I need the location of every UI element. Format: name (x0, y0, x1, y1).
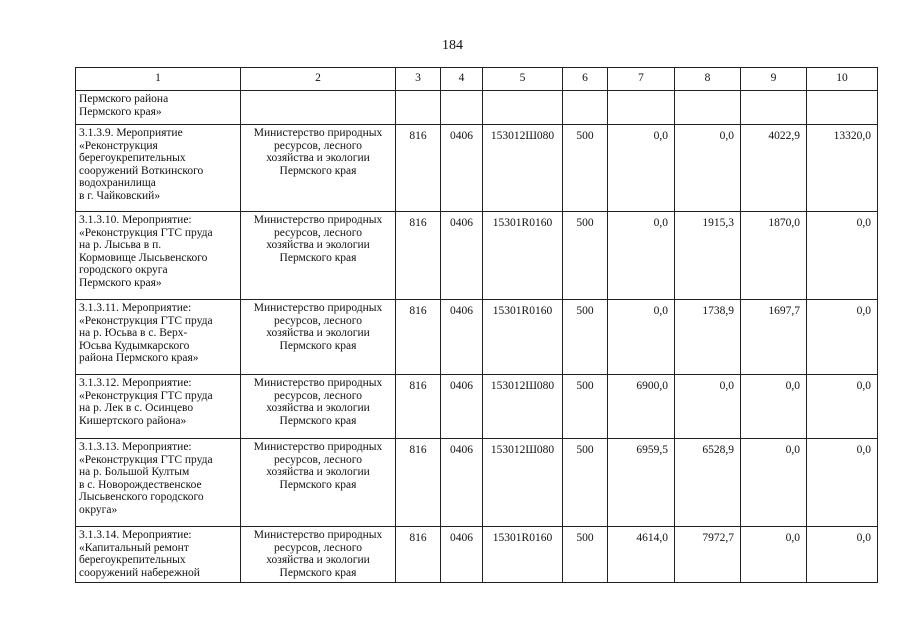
target-article-cell (483, 91, 563, 125)
amount-cell: 0,0 (608, 212, 675, 300)
amount-cell: 1738,9 (675, 300, 741, 375)
page-number: 184 (442, 38, 463, 53)
target-article-cell: 153012Ш080 (483, 439, 563, 527)
ministry-code-cell: 816 (396, 212, 441, 300)
organization-cell (241, 91, 396, 125)
measure-name-cell: 3.1.3.12. Мероприятие: «Реконструкция ГТС пруда на р. Лек в с. Осинцево Кишертского района» (76, 375, 241, 439)
organization-cell: Министерство природных ресурсов, лесного хозяйства и экологии Пермского края (241, 375, 396, 439)
measure-name-cell: 3.1.3.14. Мероприятие: «Капитальный ремонт берегоукрепительных сооружений набережной (76, 527, 241, 583)
header-row (76, 68, 878, 91)
expense-type-cell: 500 (563, 375, 608, 439)
table-row (76, 125, 878, 212)
column-header: 9 (741, 68, 807, 91)
budget-table (75, 67, 878, 583)
table-row (76, 375, 878, 439)
table-row (76, 212, 878, 300)
section-code-cell: 0406 (441, 300, 483, 375)
amount-cell: 13320,0 (807, 125, 878, 212)
amount-cell (675, 91, 741, 125)
amount-cell: 0,0 (608, 300, 675, 375)
measure-name-cell: 3.1.3.13. Мероприятие: «Реконструкция ГТС пруда на р. Большой Култым в с. Новорождественское Лысьвенского городского округа» (76, 439, 241, 527)
column-header: 8 (675, 68, 741, 91)
column-header: 7 (608, 68, 675, 91)
amount-cell: 0,0 (741, 527, 807, 583)
expense-type-cell: 500 (563, 212, 608, 300)
amount-cell: 0,0 (807, 300, 878, 375)
section-code-cell: 0406 (441, 439, 483, 527)
organization-cell: Министерство природных ресурсов, лесного хозяйства и экологии Пермского края (241, 125, 396, 212)
column-header: 2 (241, 68, 396, 91)
amount-cell: 7972,7 (675, 527, 741, 583)
column-header: 4 (441, 68, 483, 91)
table-row (76, 527, 878, 583)
amount-cell: 0,0 (741, 375, 807, 439)
amount-cell: 0,0 (675, 375, 741, 439)
target-article-cell: 153012Ш080 (483, 375, 563, 439)
expense-type-cell: 500 (563, 527, 608, 583)
column-header: 10 (807, 68, 878, 91)
amount-cell (608, 91, 675, 125)
measure-name-cell: 3.1.3.9. Мероприятие «Реконструкция берегоукрепительных сооружений Воткинского водохранилища в г. Чайковский» (76, 125, 241, 212)
ministry-code-cell: 816 (396, 439, 441, 527)
section-code-cell (441, 91, 483, 125)
expense-type-cell: 500 (563, 439, 608, 527)
ministry-code-cell: 816 (396, 527, 441, 583)
column-header: 3 (396, 68, 441, 91)
ministry-code-cell: 816 (396, 300, 441, 375)
expense-type-cell (563, 91, 608, 125)
amount-cell: 0,0 (608, 125, 675, 212)
amount-cell: 6900,0 (608, 375, 675, 439)
amount-cell: 4022,9 (741, 125, 807, 212)
section-code-cell: 0406 (441, 375, 483, 439)
measure-name-cell: 3.1.3.10. Мероприятие: «Реконструкция ГТС пруда на р. Лысьва в п. Кормовище Лысьвенского городского округа Пермского края» (76, 212, 241, 300)
table-row (76, 91, 878, 125)
amount-cell: 1915,3 (675, 212, 741, 300)
amount-cell: 0,0 (807, 212, 878, 300)
column-header: 5 (483, 68, 563, 91)
target-article-cell: 15301R0160 (483, 527, 563, 583)
amount-cell (741, 91, 807, 125)
target-article-cell: 15301R0160 (483, 212, 563, 300)
ministry-code-cell: 816 (396, 375, 441, 439)
amount-cell: 4614,0 (608, 527, 675, 583)
ministry-code-cell: 816 (396, 125, 441, 212)
organization-cell: Министерство природных ресурсов, лесного хозяйства и экологии Пермского края (241, 527, 396, 583)
target-article-cell: 15301R0160 (483, 300, 563, 375)
organization-cell: Министерство природных ресурсов, лесного хозяйства и экологии Пермского края (241, 439, 396, 527)
amount-cell: 6959,5 (608, 439, 675, 527)
ministry-code-cell (396, 91, 441, 125)
amount-cell (807, 91, 878, 125)
amount-cell: 0,0 (807, 439, 878, 527)
organization-cell: Министерство природных ресурсов, лесного хозяйства и экологии Пермского края (241, 300, 396, 375)
organization-cell: Министерство природных ресурсов, лесного хозяйства и экологии Пермского края (241, 212, 396, 300)
amount-cell: 0,0 (807, 375, 878, 439)
expense-type-cell: 500 (563, 300, 608, 375)
measure-name-cell: Пермского района Пермского края» (76, 91, 241, 125)
target-article-cell: 153012Ш080 (483, 125, 563, 212)
amount-cell: 0,0 (807, 527, 878, 583)
section-code-cell: 0406 (441, 212, 483, 300)
amount-cell: 1697,7 (741, 300, 807, 375)
section-code-cell: 0406 (441, 125, 483, 212)
column-header: 6 (563, 68, 608, 91)
measure-name-cell: 3.1.3.11. Мероприятие: «Реконструкция ГТС пруда на р. Юсьва в с. Верх- Юсьва Кудымкарского района Пермского края» (76, 300, 241, 375)
section-code-cell: 0406 (441, 527, 483, 583)
table-row (76, 439, 878, 527)
table-row (76, 300, 878, 375)
amount-cell: 1870,0 (741, 212, 807, 300)
amount-cell: 0,0 (741, 439, 807, 527)
amount-cell: 0,0 (675, 125, 741, 212)
expense-type-cell: 500 (563, 125, 608, 212)
amount-cell: 6528,9 (675, 439, 741, 527)
column-header: 1 (76, 68, 241, 91)
